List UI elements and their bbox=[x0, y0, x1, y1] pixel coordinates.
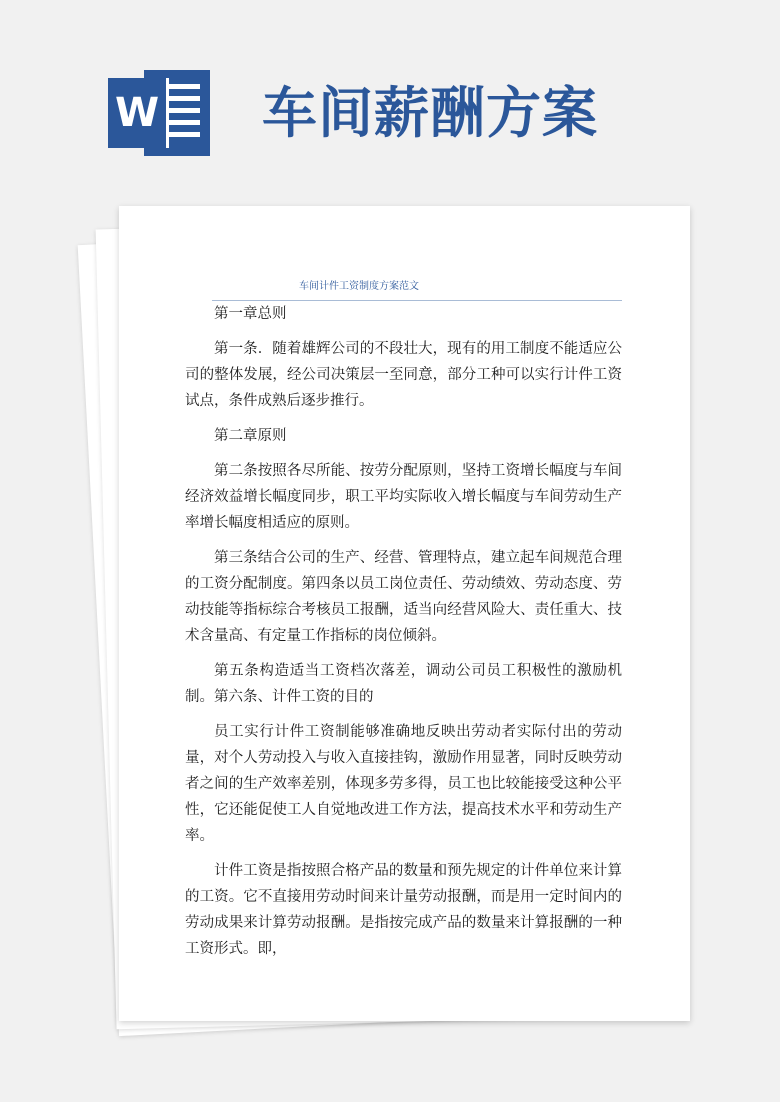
page-title: 车间薪酬方案 bbox=[262, 81, 599, 145]
document-body bbox=[185, 301, 622, 962]
word-badge: W bbox=[108, 78, 169, 148]
word-document-icon bbox=[108, 70, 212, 156]
paragraph: 第二条按照各尽所能、按劳分配原则，坚持工资增长幅度与车间经济效益增长幅度同步，职工平均实际收入增长幅度与车间劳动生产率增长幅度相适应的原则。 bbox=[185, 463, 622, 531]
paragraph: 第一条．随着雄辉公司的不段壮大，现有的用工制度不能适应公司的整体发展，经公司决策层一至同意，部分工种可以实行计件工资试点，条件成熟后逐步推行。 bbox=[185, 341, 622, 409]
paragraph: 第三条结合公司的生产、经营、管理特点，建立起车间规范合理的工资分配制度。第四条以员工岗位责任、劳动绩效、劳动态度、劳动技能等指标综合考核员工报酬，适当向经营风险大、责任重大、技术含量高、有定量工作指标的岗位倾斜。 bbox=[185, 550, 622, 644]
running-header-text: 车间计件工资制度方案范文 bbox=[299, 281, 419, 292]
paragraph: 第五条构造适当工资档次落差，调动公司员工积极性的激励机制。第六条、计件工资的目的 bbox=[185, 663, 622, 705]
document-page bbox=[119, 206, 690, 1021]
paragraph: 员工实行计件工资制能够准确地反映出劳动者实际付出的劳动量，对个人劳动投入与收入直接挂钩，激励作用显著，同时反映劳动者之间的生产效率差别，体现多劳多得，员工也比较能接受这种公平性，它还能促使工人自觉地改进工作方法，提高技术水平和劳动生产率。 bbox=[185, 724, 622, 844]
paragraph: 计件工资是指按照合格产品的数量和预先规定的计件单位来计算的工资。它不直接用劳动时间来计量劳动报酬，而是用一定时间内的劳动成果来计算劳动报酬。是指按完成产品的数量来计算报酬的一种工资形式。即， bbox=[185, 863, 622, 957]
chapter-heading: 第一章总则 bbox=[214, 306, 287, 322]
chapter-heading: 第二章原则 bbox=[214, 428, 287, 444]
running-header bbox=[212, 280, 622, 301]
